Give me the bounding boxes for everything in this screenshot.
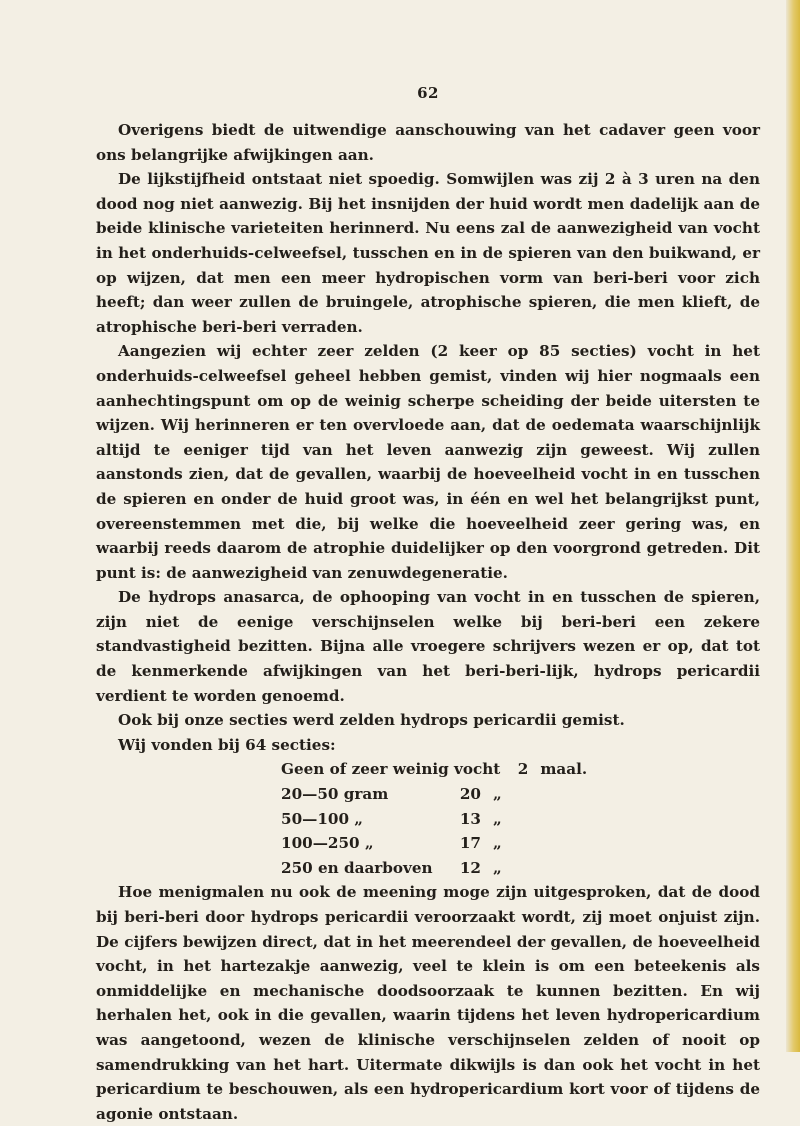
table-count: 13 [459,809,481,828]
table-range: 250 en daarboven [281,858,433,877]
paragraph: De hydrops anasarca, de ophooping van vocht in en tusschen de spieren, zijn niet de eenige verschijnselen welke bij beri-beri een zekere standvastigheid bezitten. Bijna alle vroegere schrijvers wezen er op, dat tot de kenmerkende afwijkingen van het beri-beri-lijk, hydrops pericardii verdient te worden genoemd. [96,588,760,705]
table-count: 12 [459,858,481,877]
table-unit: „ [493,809,502,828]
table-range: 100—250 „ [281,834,374,853]
table-unit: „ [493,858,502,877]
table-row [96,757,760,782]
table-row [96,782,760,807]
paragraph: Aangezien wij echter zeer zelden (2 keer op 85 secties) vocht in het onderhuids-celweefsel geheel hebben gemist, vinden wij hier nogmaals een aanhechtingspunt om op de weinig scherpe scheiding der beide uitersten te wijzen. Wij herinneren er ten overvloede aan, dat de oedemata waarschijnlijk altijd te eeniger tijd van het leven aanwezig zijn geweest. Wij zullen aanstonds zien, dat de gevallen, waarbij de hoeveelheid vocht in en tusschen de spieren en onder de huid groot was, in één en wel het belangrijkst punt, overeenstemmen met die, bij welke die hoeveelheid zeer gering was, en waarbij reeds daarom de atrophie duidelijker op den voorgrond getreden. Dit punt is: de aanwezigheid van zenuwdegeneratie. [96,342,760,582]
table-unit: „ [493,834,502,853]
body-text [96,118,760,1126]
paragraph: Wij vonden bij 64 secties: [118,735,336,754]
page-number: 62 [417,84,439,102]
table-range: 50—100 „ [281,809,364,828]
paragraph: Overigens biedt de uitwendige aanschouwing van het cadaver geen voor ons belangrijke afwijkingen aan. [96,121,760,164]
findings-table [96,757,760,880]
paragraph: De lijkstijfheid ontstaat niet spoedig. Somwijlen was zij 2 à 3 uren na den dood nog niet aanwezig. Bij het insnijden der huid wordt men dadelijk aan de beide klinische varieteiten herinnerd. Nu eens zal de aanwezigheid van vocht in het onderhuids-celweefsel, tusschen en in de spieren van den buikwand, er op wijzen, dat men een meer hydropischen vorm van beri-beri voor zich heeft; dan weer zullen de bruingele, atrophische spieren, die men klieft, de atrophische beri-beri verraden. [96,170,760,336]
table-unit: maal. [540,760,588,779]
table-row [96,807,760,832]
table-count: 17 [459,834,481,853]
page-edge [786,0,800,1052]
paragraph: Ook bij onze secties werd zelden hydrops pericardii gemist. [118,711,625,730]
table-row [96,831,760,856]
table-range: Geen of zeer weinig vocht [281,760,501,779]
paragraph: Hoe menigmalen nu ook de meening moge zijn uitgesproken, dat de dood bij beri-beri door hydrops pericardii veroorzaakt wordt, zij moet onjuist zijn. De cijfers bewijzen direct, dat in het meerendeel der gevallen, de hoeveelheid vocht, in het hartezakje aanwezig, veel te klein is om een beteekenis als onmiddelijke en mechanische doodsoorzaak te kunnen bezitten. En wij herhalen het, ook in die gevallen, waarin tijdens het leven hydropericardium was aangetoond, wezen de klinische verschijnselen zelden of nooit op samendrukking van het hart. Uitermate dikwijls is dan ook het vocht in het pericardium te beschouwen, als een hydropericardium kort voor of tijdens de agonie ontstaan. [96,883,760,1123]
table-count: 20 [459,785,481,804]
table-row [96,856,760,881]
table-unit: „ [493,785,502,804]
table-count: 2 [517,760,529,779]
table-range: 20—50 gram [281,785,389,804]
